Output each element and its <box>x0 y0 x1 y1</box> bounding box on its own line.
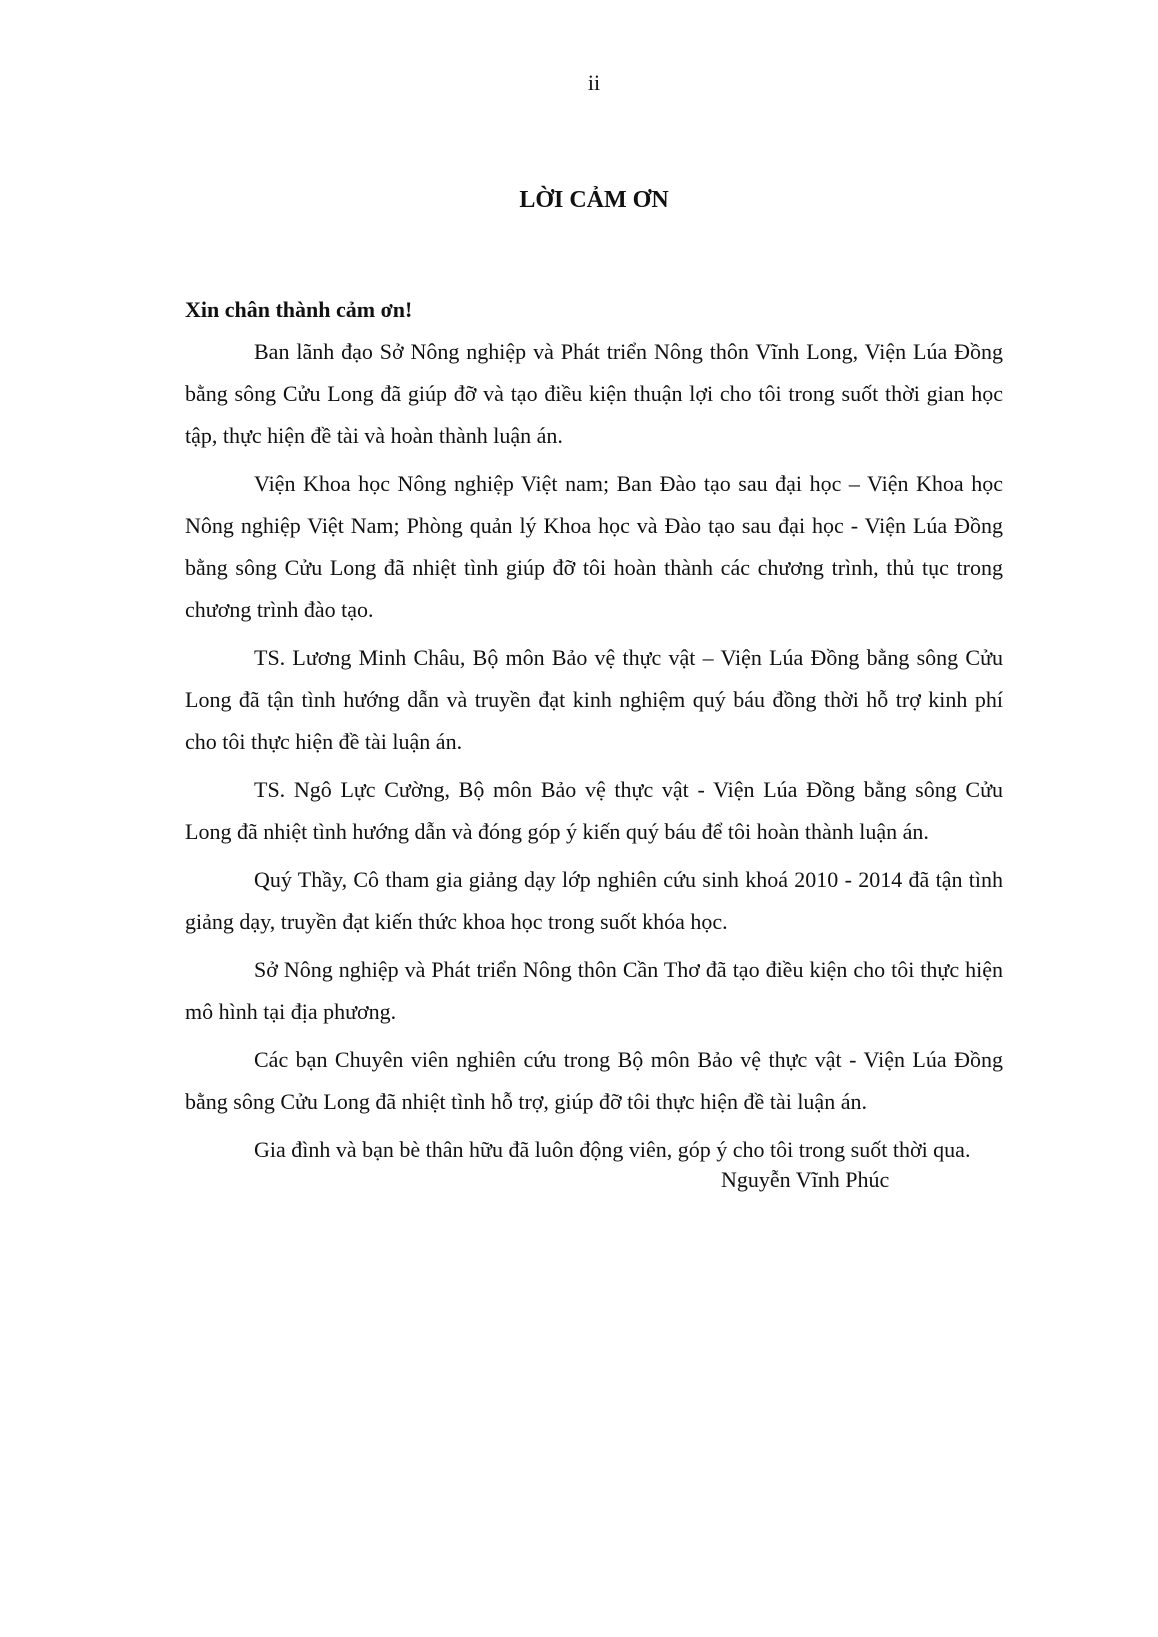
page-title: LỜI CẢM ƠN <box>519 187 669 213</box>
paragraph-2: Viện Khoa học Nông nghiệp Việt nam; Ban Đào tạo sau đại học – Viện Khoa học Nông nghiệp Việt Nam; Phòng quản lý Khoa học và Đào tạo sau đại học - Viện Lúa Đồng bằng sông Cửu Long đã nhiệt tình giúp đỡ tôi hoàn thành các chương trình, thủ tục trong chương trình đào tạo. <box>185 471 1003 622</box>
paragraph-3: TS. Lương Minh Châu, Bộ môn Bảo vệ thực vật – Viện Lúa Đồng bằng sông Cửu Long đã tận tình hướng dẫn và truyền đạt kinh nghiệm quý báu đồng thời hỗ trợ kinh phí cho tôi thực hiện đề tài luận án. <box>185 645 1003 754</box>
paragraph-6: Sở Nông nghiệp và Phát triển Nông thôn Cần Thơ đã tạo điều kiện cho tôi thực hiện mô hình tại địa phương. <box>185 957 1003 1024</box>
paragraph-8: Gia đình và bạn bè thân hữu đã luôn động viên, góp ý cho tôi trong suốt thời qua. <box>254 1137 971 1162</box>
author-signature-name: Nguyễn Vĩnh Phúc <box>721 1167 890 1192</box>
paragraph-4: TS. Ngô Lực Cường, Bộ môn Bảo vệ thực vật - Viện Lúa Đồng bằng sông Cửu Long đã nhiệt tình hướng dẫn và đóng góp ý kiến quý báu để tôi hoàn thành luận án. <box>185 777 1003 844</box>
paragraph-7: Các bạn Chuyên viên nghiên cứu trong Bộ môn Bảo vệ thực vật - Viện Lúa Đồng bằng sông Cửu Long đã nhiệt tình hỗ trợ, giúp đỡ tôi thực hiện đề tài luận án. <box>185 1047 1003 1114</box>
page-number: ii <box>587 70 601 95</box>
paragraph-5: Quý Thầy, Cô tham gia giảng dạy lớp nghiên cứu sinh khoá 2010 - 2014 đã tận tình giảng dạy, truyền đạt kiến thức khoa học trong suốt khóa học. <box>185 867 1003 934</box>
greeting: Xin chân thành cảm ơn! <box>185 297 413 322</box>
acknowledgement-body <box>185 289 1003 1177</box>
paragraph-1: Ban lãnh đạo Sở Nông nghiệp và Phát triển Nông thôn Vĩnh Long, Viện Lúa Đồng bằng sông Cửu Long đã giúp đỡ và tạo điều kiện thuận lợi cho tôi trong suốt thời gian học tập, thực hiện đề tài và hoàn thành luận án. <box>185 339 1003 448</box>
